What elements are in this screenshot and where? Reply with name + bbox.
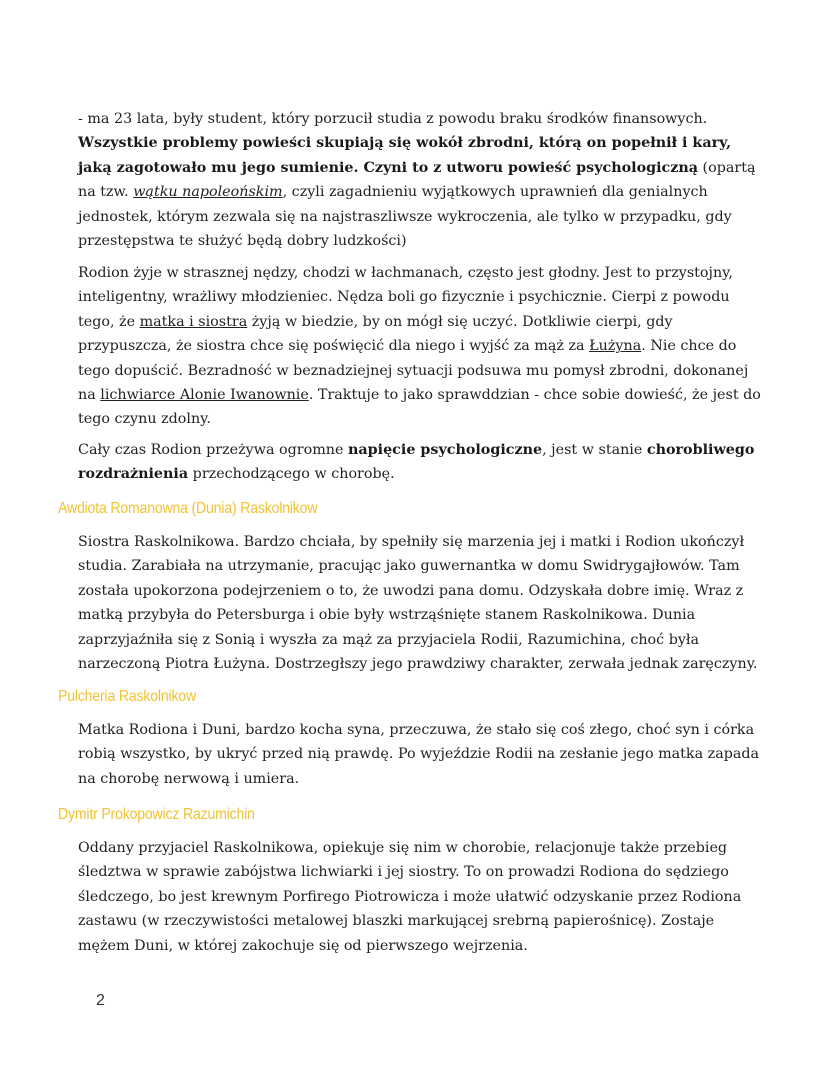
mother-and-sister-link[interactable]: matka i siostra bbox=[139, 313, 248, 330]
rodion-p3-bold-1: napięcie psychologiczne bbox=[348, 442, 543, 458]
rodion-p3-text-2: , jest w stanie bbox=[542, 442, 647, 458]
pulcheria-paragraph: Matka Rodiona i Duni, bardzo kocha syna, przeczuwa, że stało się coś złego, choć syn i córka robią wszystko, by ukryć przed nią prawdę. Po wyjeździe Rodii na zesłanie jego matka zapada na chorobę nerwową i umiera. bbox=[78, 722, 760, 787]
page-number: 2 bbox=[96, 992, 105, 1009]
rodion-p2-text-2: żyją w biedzie, by on mógł się uczyć. Dotkliwie cierpi, gdy przypuszcza, że siostra chce się poświęcić dla niego i wyjść za mąż za bbox=[78, 313, 673, 355]
rodion-p2-text-3: . Nie chce do tego dopuścić. Bezradność w beznadziejnej sytuacji podsuwa mu pomysł zbrodni, dokonanej na bbox=[78, 338, 749, 404]
rodion-paragraph-1 bbox=[78, 107, 768, 253]
rodion-p3-bold-2: chorobliwego rozdrażnienia bbox=[78, 442, 755, 483]
rodion-p3-text-3: przechodzącego w chorobę. bbox=[188, 466, 395, 483]
rodion-p1-intro: - ma 23 lata, były student, który porzucił studia z powodu braku środków finansowych. bbox=[78, 111, 708, 127]
rodion-p2-text-1: Rodion żyje w strasznej nędzy, chodzi w łachmanach, często jest głodny. Jest to przystojny, inteligentny, wrażliwy młodzieniec. Nędza boli go fizycznie i psychicznie. Cierpi z powodu tego, że bbox=[78, 265, 733, 330]
rodion-paragraph-3 bbox=[78, 438, 768, 487]
razumichin-paragraph: Oddany przyjaciel Raskolnikowa, opiekuje się nim w chorobie, relacjonuje także przebieg śledztwa w sprawie zabójstwa lichwiarki i jej siostry. To on prowadzi Rodiona do sędziego śledczego, bo jest krewnym Porfirego Piotrowicza i może ułatwić odzyskanie przez Rodiona zastawu (w rzeczywistości metalowej blaszki markującej srebrną papierośnicę). Zostaje mężem Duni, w której zakochuje się od pierwszego wejrzenia. bbox=[78, 840, 742, 954]
pulcheria-heading: Pulcheria Raskolnikow bbox=[58, 688, 196, 705]
rodion-p1-text-2: (opartą na tzw. bbox=[78, 159, 756, 201]
dunia-heading: Awdiota Romanowna (Dunia) Raskolnikow bbox=[58, 500, 318, 517]
dunia-paragraph: Siostra Raskolnikowa. Bardzo chciała, by spełniły się marzenia jej i matki i Rodion ukończył studia. Zarabiała na utrzymanie, pracując jako guwernantka w domu Swidrygajłowów. Tam została upokorzona podejrzeniem o to, że uwodzi pana domu. Odzyskała dobre imię. Wraz z matką przybyła do Petersburga i obie były wstrząśnięte stanem Raskolnikowa. Dunia zaprzyjaźniła się z Sonią i wyszła za mąż za przyjaciela Rodii, Razumichina, choć była narzeczoną Piotra Łużyna. Dostrzegłszy jego prawdziwy charakter, zerwała jednak zaręczyny. bbox=[78, 534, 758, 673]
rodion-p1-text-3: , czyli zagadnieniu wyjątkowych uprawnień dla genialnych jednostek, którym zezwala się na najstraszliwsze wykroczenia, ale tylko w przypadku, gdy przestępstwa te służyć będą dobry ludzkości) bbox=[78, 184, 732, 250]
luzyn-link[interactable]: Łużyna bbox=[589, 338, 642, 355]
rodion-p2-text-4: . Traktuje to jako sprawddzian - chce sobie dowieść, że jest do tego czynu zdolny. bbox=[78, 387, 761, 428]
rodion-p1-bold: Wszystkie problemy powieści skupiają się wokół zbrodni, którą on popełnił i kary, jaką zagotowało mu jego sumienie. Czyni to z utworu powieść psychologiczną bbox=[78, 135, 732, 176]
alona-iwanowna-link[interactable]: lichwiarce Alonie Iwanownie bbox=[100, 387, 309, 404]
rodion-p3-text-1: Cały czas Rodion przeżywa ogromne bbox=[78, 442, 348, 458]
rodion-paragraph-2 bbox=[78, 261, 768, 432]
napoleonic-motif-link[interactable]: wątku napoleońskim bbox=[133, 184, 283, 201]
razumichin-heading: Dymitr Prokopowicz Razumichin bbox=[58, 806, 255, 823]
